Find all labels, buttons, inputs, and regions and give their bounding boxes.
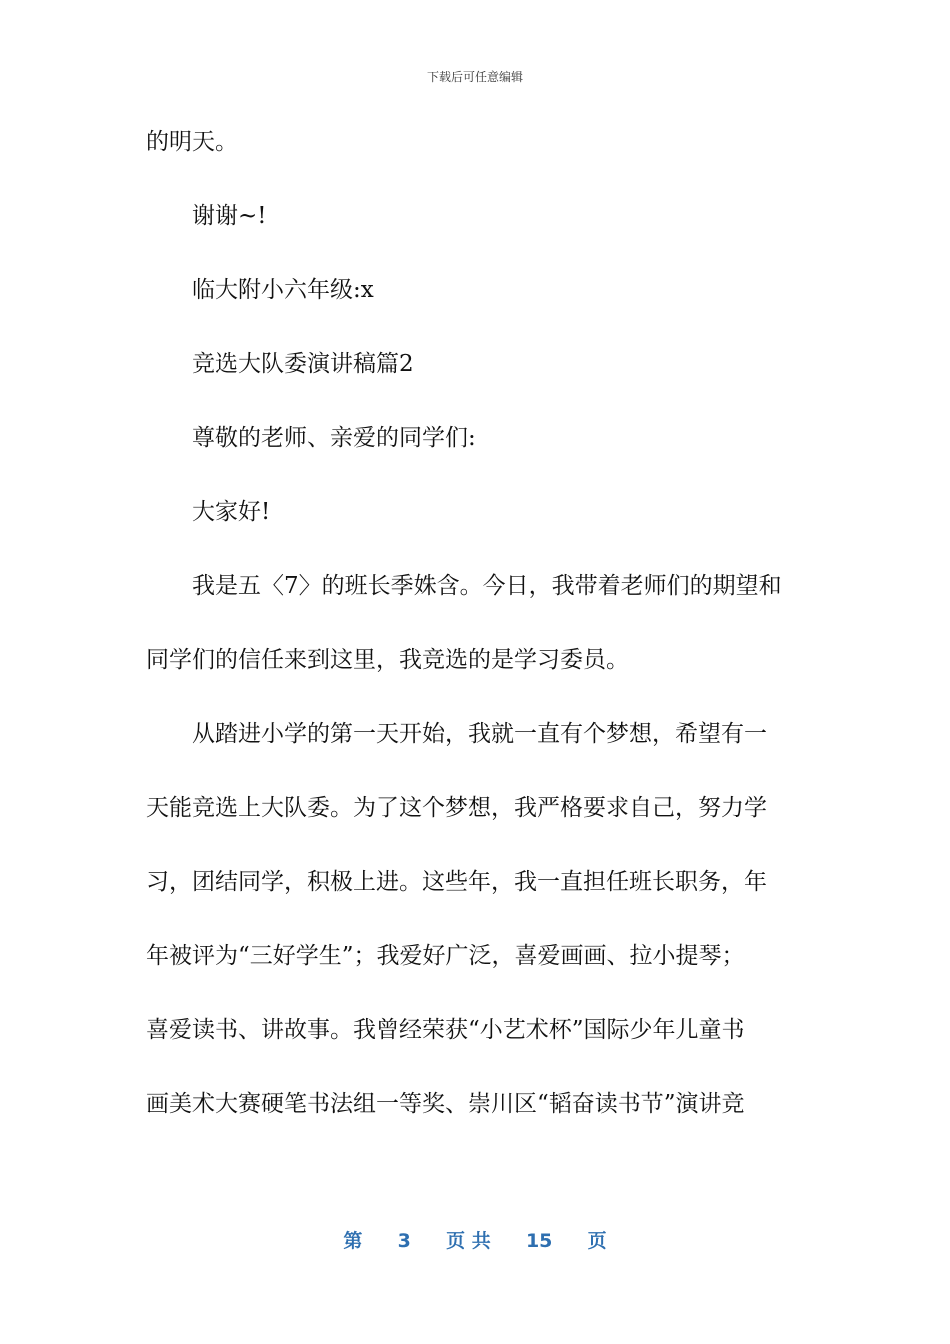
text-line: 谢谢~! — [192, 203, 267, 229]
document-body — [146, 124, 806, 1160]
text-line: 我是五〈7〉的班长季姝含。今日，我带着老师们的期望和 — [192, 573, 782, 599]
footer-middle: 页 共 — [446, 1230, 491, 1252]
text-line: 的明天。 — [146, 129, 238, 155]
salutation: 尊敬的老师、亲爱的同学们: — [192, 425, 476, 451]
text-line: 习，团结同学，积极上进。这些年，我一直担任班长职务，年 — [146, 869, 767, 895]
page-header: 下载后可任意编辑 — [426, 70, 523, 84]
text-line: 画美术大赛硬笔书法组一等奖、崇川区“韬奋读书节”演讲竞 — [146, 1091, 745, 1117]
text-line: 同学们的信任来到这里，我竞选的是学习委员。 — [146, 647, 629, 673]
total-pages-number: 15 — [525, 1230, 553, 1252]
text-line: 临大附小六年级:x — [192, 277, 374, 303]
footer-suffix: 页 — [587, 1230, 607, 1252]
text-line: 年被评为“三好学生”；我爱好广泛，喜爱画画、拉小提琴； — [146, 943, 745, 969]
section-title: 竞选大队委演讲稿篇2 — [192, 351, 414, 377]
current-page-number: 3 — [397, 1230, 411, 1252]
footer-prefix: 第 — [343, 1230, 363, 1252]
text-line: 喜爱读书、讲故事。我曾经荣获“小艺术杯”国际少年儿童书 — [146, 1017, 745, 1043]
text-line: 天能竞选上大队委。为了这个梦想，我严格要求自己，努力学 — [146, 795, 767, 821]
page-footer — [0, 1226, 950, 1253]
greeting: 大家好! — [192, 499, 271, 525]
text-line: 从踏进小学的第一天开始，我就一直有个梦想，希望有一 — [192, 721, 767, 747]
